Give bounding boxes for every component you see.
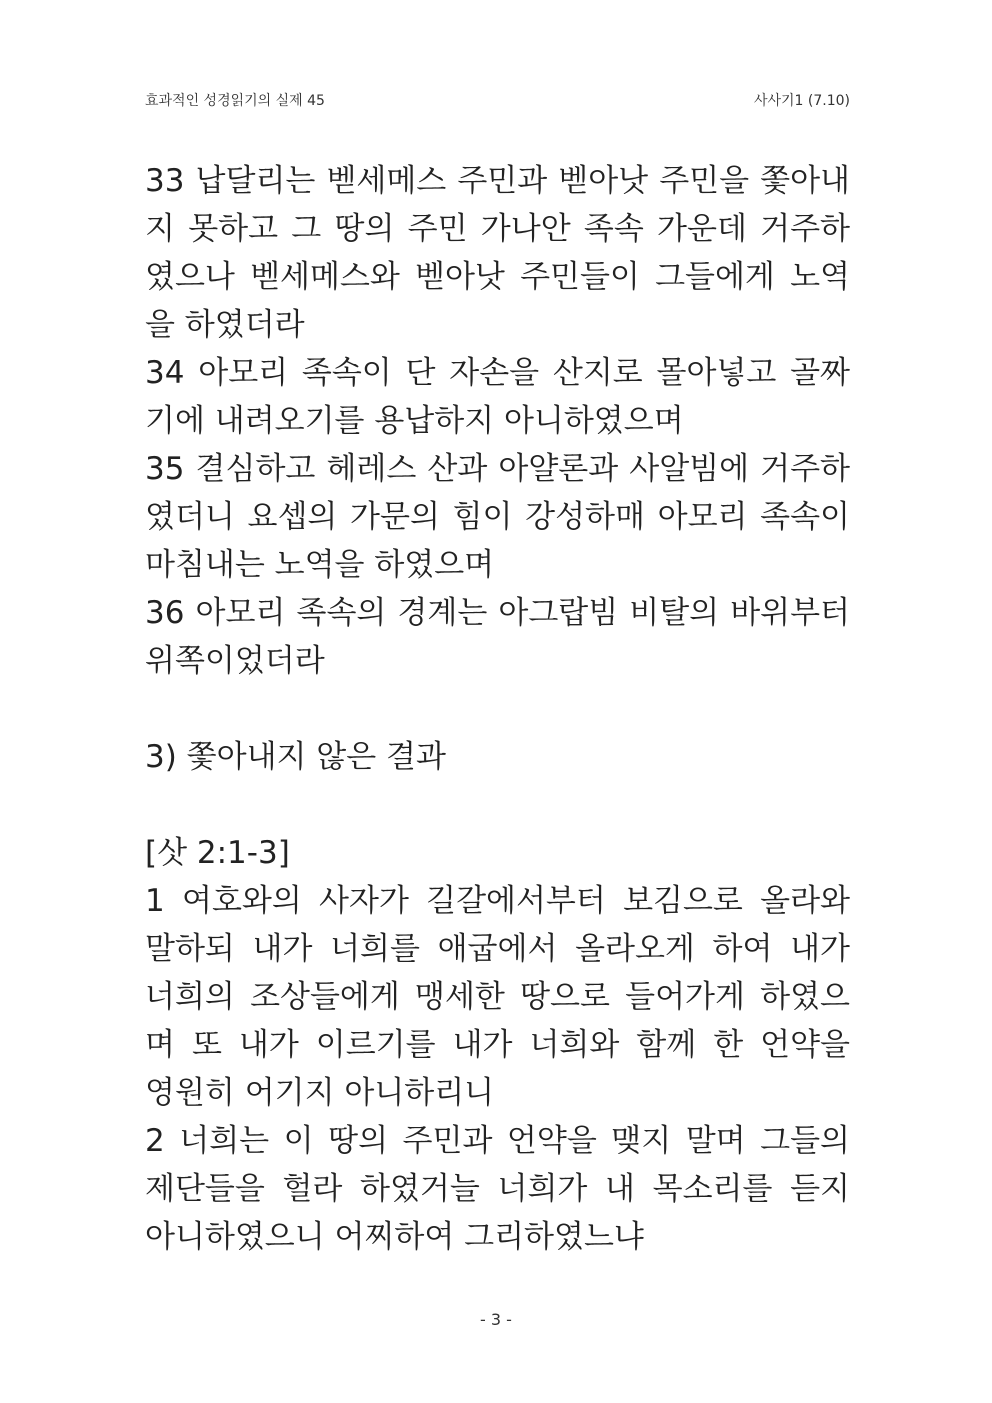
text-line: 33 납달리는 벧세메스 주민과 벧아낫 주민을 쫓아내	[145, 163, 850, 199]
verse-33	[145, 157, 850, 349]
text-line: 말하되 내가 너희를 애굽에서 올라오게 하여 내가	[145, 931, 850, 967]
verse-34	[145, 349, 850, 445]
paragraph-gap	[145, 685, 850, 733]
text-line: 34 아모리 족속이 단 자손을 산지로 몰아넣고 골짜	[145, 355, 850, 391]
section-title: 3) 쫓아내지 않은 결과	[145, 739, 446, 775]
verse-36	[145, 589, 850, 685]
header-document-title: 효과적인 성경읽기의 실제 45	[145, 93, 325, 109]
header-chapter-date: 사사기1 (7.10)	[753, 93, 850, 109]
text-line: 기에 내려오기를 용납하지 아니하였으며	[145, 403, 684, 439]
page-number: - 3 -	[480, 1310, 512, 1329]
text-line: 며 또 내가 이르기를 내가 너희와 함께 한 언약을	[145, 1027, 850, 1063]
text-line: 을 하였더라	[145, 307, 305, 343]
text-line: 아니하였으니 어찌하여 그리하였느냐	[145, 1219, 644, 1255]
text-line: 2 너희는 이 땅의 주민과 언약을 맺지 말며 그들의	[145, 1123, 850, 1159]
text-line: 지 못하고 그 땅의 주민 가나안 족속 가운데 거주하	[145, 211, 850, 247]
verse-2	[145, 1117, 850, 1261]
page-header	[145, 90, 850, 114]
text-line: 제단들을 헐라 하였거늘 너희가 내 목소리를 듣지	[145, 1171, 850, 1207]
scripture-reference: [삿 2:1-3]	[145, 835, 290, 871]
document-body	[145, 157, 850, 1261]
text-line: 마침내는 노역을 하였으며	[145, 547, 495, 583]
text-line: 1 여호와의 사자가 길갈에서부터 보김으로 올라와	[145, 883, 850, 919]
text-line: 였더니 요셉의 가문의 힘이 강성하매 아모리 족속이	[145, 499, 850, 535]
text-line: 위쪽이었더라	[145, 643, 325, 679]
text-line: 너희의 조상들에게 맹세한 땅으로 들어가게 하였으	[145, 979, 850, 1015]
verse-35	[145, 445, 850, 589]
text-line: 였으나 벧세메스와 벧아낫 주민들이 그들에게 노역	[145, 259, 850, 295]
text-line: 35 결심하고 헤레스 산과 아얄론과 사알빔에 거주하	[145, 451, 850, 487]
text-line: 영원히 어기지 아니하리니	[145, 1075, 495, 1111]
verse-1	[145, 877, 850, 1117]
text-line: 36 아모리 족속의 경계는 아그랍빔 비탈의 바위부터	[145, 595, 850, 631]
paragraph-gap	[145, 781, 850, 829]
